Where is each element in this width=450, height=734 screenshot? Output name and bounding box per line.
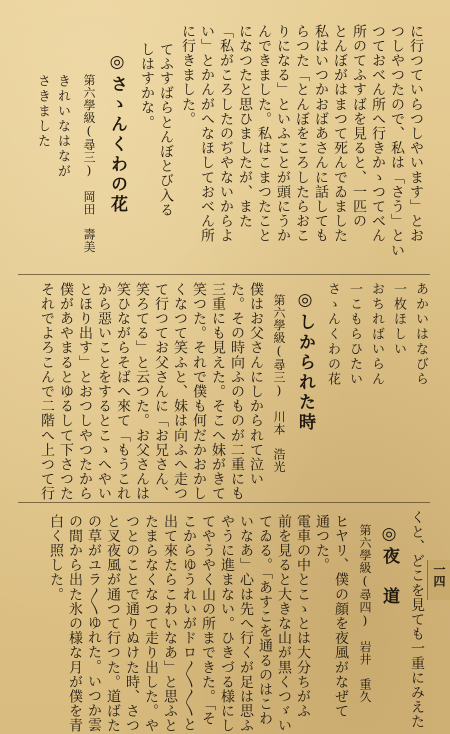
body-line: た。その時向ふのものが二重にも	[229, 282, 245, 501]
cont-line: つておべん所へ行きかゝつてべん	[370, 24, 386, 243]
body-line: ヒヤリ、僕の顔を夜風がなぜて	[333, 514, 349, 719]
haiku-line: しはすかな。	[139, 42, 155, 130]
body-line: 笑ろてる」と云つた。お父さんは	[134, 282, 150, 501]
cont-line: つしやつたので、私は「さう」とい	[389, 24, 405, 258]
poem-line: あかいはなびら	[413, 282, 428, 387]
body-line: から惡いことをするとこゝへやい	[96, 282, 112, 501]
cont-line: に行つていらつしやいます」とお	[408, 24, 424, 243]
author-line: 第六學級(尋四) 岩井 重久	[358, 524, 372, 703]
poem-line: さゝんくわの花	[325, 282, 340, 387]
body-line: いなあ」心は先へ行くが足は思ふ	[238, 514, 254, 733]
section-divider	[18, 274, 430, 275]
body-line: 笑つた。それで僕も何だかおかし	[191, 282, 207, 501]
body-line: てゐる。「あすこを通るのはこわ	[257, 514, 273, 726]
body-line: て行つてお父さんに「お兄さん、	[153, 282, 169, 501]
poem-line: さきました	[35, 74, 50, 149]
body-line: 前を見ると大きな山が黒くつゞい	[276, 514, 292, 733]
body-line: の間から出た氷の様な月が僕を青	[67, 514, 83, 733]
body-line: とほり出す」とおつしやつたから	[77, 282, 93, 501]
poem-line: きれいなはなが	[55, 74, 70, 179]
section-title: ◎しかられた時	[295, 290, 315, 433]
section-divider	[18, 502, 430, 503]
body-line: 白く照した。	[48, 514, 64, 602]
body-line: 通つた。	[314, 514, 330, 573]
body-line: くなつて笑ふと、妹は向ふへ走つ	[172, 282, 188, 501]
body-line: つとのことで通りぬけた時、さつ	[124, 514, 140, 733]
cont-line: んできました。私はこまつたこと	[256, 24, 272, 243]
body-line: 僕はお父さんにしかられて泣い	[248, 282, 264, 487]
cont-line: 私はいつかおばあさんに話しても	[313, 24, 329, 243]
page-number: 一四	[432, 563, 446, 587]
body-line: の草がユラ〳〵ゆれた。いつか雲	[86, 514, 102, 733]
body-line: やうに進まない。ひきづる様にし	[219, 514, 235, 733]
cont-line: に行きました。	[180, 24, 196, 127]
section-title: ◎さゝんくわの花	[107, 52, 127, 215]
poem-line: おちればいらん	[369, 282, 384, 387]
cont-line: い」とかんがへなほしておべん所	[199, 24, 215, 243]
cont-line: りになる」といふことが頭にうか	[275, 24, 291, 243]
section-title: ◎夜 道	[379, 524, 399, 607]
body-line: 出て來たらこわいなあ」と思ふと	[162, 514, 178, 733]
cont-line: とんぼがはまつて死んでゐました	[332, 24, 348, 243]
body-line: てやうやく山の所まできた。「そ	[200, 514, 216, 726]
body-line: と叉夜風が通つて行つた。道ばた	[105, 514, 121, 733]
poem-line: 一こもらひたい	[347, 282, 362, 387]
body-line: 僕があやまるとゆるして下さつた	[58, 282, 74, 501]
cont-line: になつたと思ひましたが、また	[237, 24, 253, 229]
body-line: 笑ひながらそばへ來て「もうこれ	[115, 282, 131, 501]
author-line: 第六學級(尋三) 川本 浩光	[272, 294, 286, 473]
body-line: 三重にも見えた。そこへ妹がきて	[210, 282, 226, 501]
cont-line: らつた「とんぼをころしたらおこ	[294, 24, 310, 243]
author-line: 第六學級(尋三) 岡田 壽美	[82, 74, 96, 253]
body-line: たまらなくなつて走り出した。や	[143, 514, 159, 733]
haiku-line: てふすばらとんぼとび入る	[158, 42, 174, 218]
cont-line: 所のてふすばを見ると、一匹の	[351, 24, 367, 229]
poem-line: 一枚ほしい	[391, 282, 406, 357]
body-line: 電車の中とこゝとは大分ちがふ	[295, 514, 311, 719]
body-line: こからゆうれいがドロ〳〵〳〵と	[181, 514, 197, 732]
body-line: くと、どこを見ても一重にみえた	[409, 510, 425, 729]
cont-line: 「私がころしたのぢやないからよ	[218, 24, 234, 243]
body-line: それでよろこんで二階へ上つて行	[39, 282, 55, 501]
